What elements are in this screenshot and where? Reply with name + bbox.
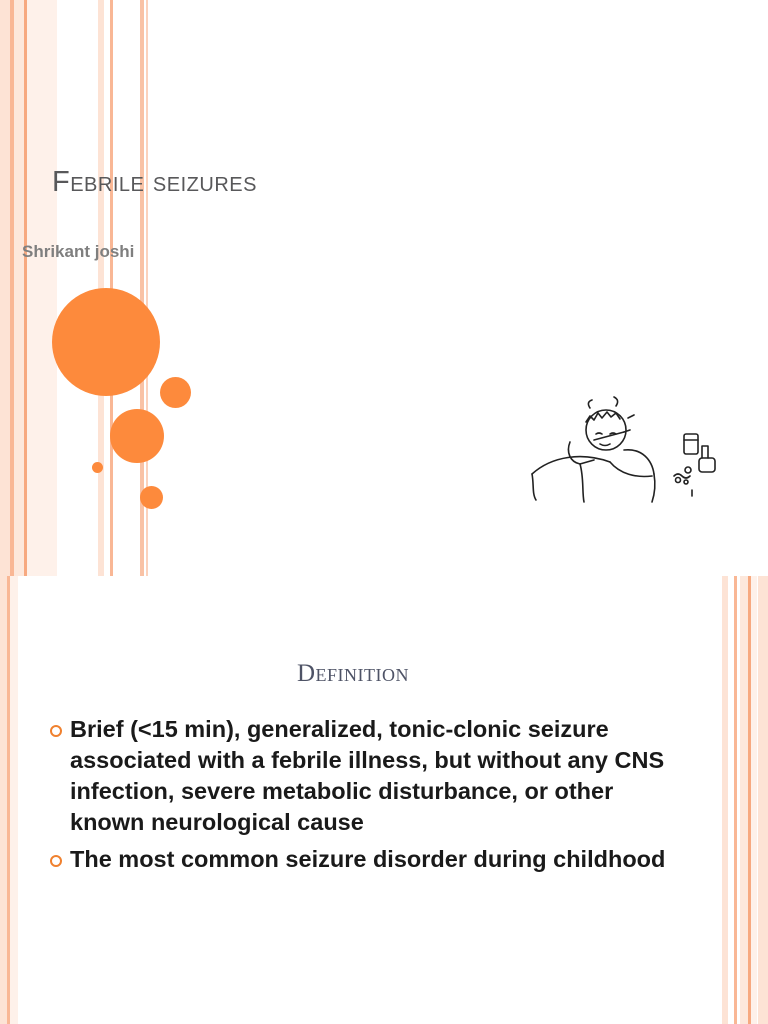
decor-stripe — [734, 576, 737, 1024]
decor-stripe — [10, 576, 18, 1024]
slide-title — [0, 660, 706, 688]
sick-child-with-thermometer-icon — [524, 378, 724, 508]
title-initial: D — [296, 660, 316, 687]
list-item — [46, 844, 686, 875]
decor-stripe — [0, 0, 10, 576]
decor-circle-large — [52, 288, 160, 396]
decor-circle — [160, 377, 191, 408]
list-item — [46, 714, 686, 838]
decor-circle — [140, 486, 163, 509]
slide-title — [52, 166, 257, 199]
decor-stripe — [758, 576, 768, 1024]
title-rest: ebrile seizures — [70, 166, 257, 198]
decor-stripe — [751, 576, 757, 1024]
decor-circle — [110, 409, 164, 463]
decor-stripe — [27, 0, 57, 576]
decor-circle-small — [92, 462, 103, 473]
decor-stripe — [740, 576, 748, 1024]
definition-slide — [0, 576, 768, 1024]
circle-bullet-icon — [50, 855, 62, 867]
title-initial: F — [52, 166, 71, 198]
title-rest: efinition — [315, 660, 410, 687]
bullet-text: Brief (<15 min), generalized, tonic-clonic seizure associated with a febrile illness, but without any CNS infection, severe metabolic disturbance, or other known neurological cause — [70, 716, 665, 835]
author-name: Shrikant joshi — [22, 242, 135, 261]
decor-stripe — [14, 0, 24, 576]
bullet-list — [46, 714, 686, 881]
decor-stripe — [0, 576, 7, 1024]
bullet-text: The most common seizure disorder during childhood — [70, 846, 666, 872]
decor-stripe — [722, 576, 728, 1024]
circle-bullet-icon — [50, 725, 62, 737]
